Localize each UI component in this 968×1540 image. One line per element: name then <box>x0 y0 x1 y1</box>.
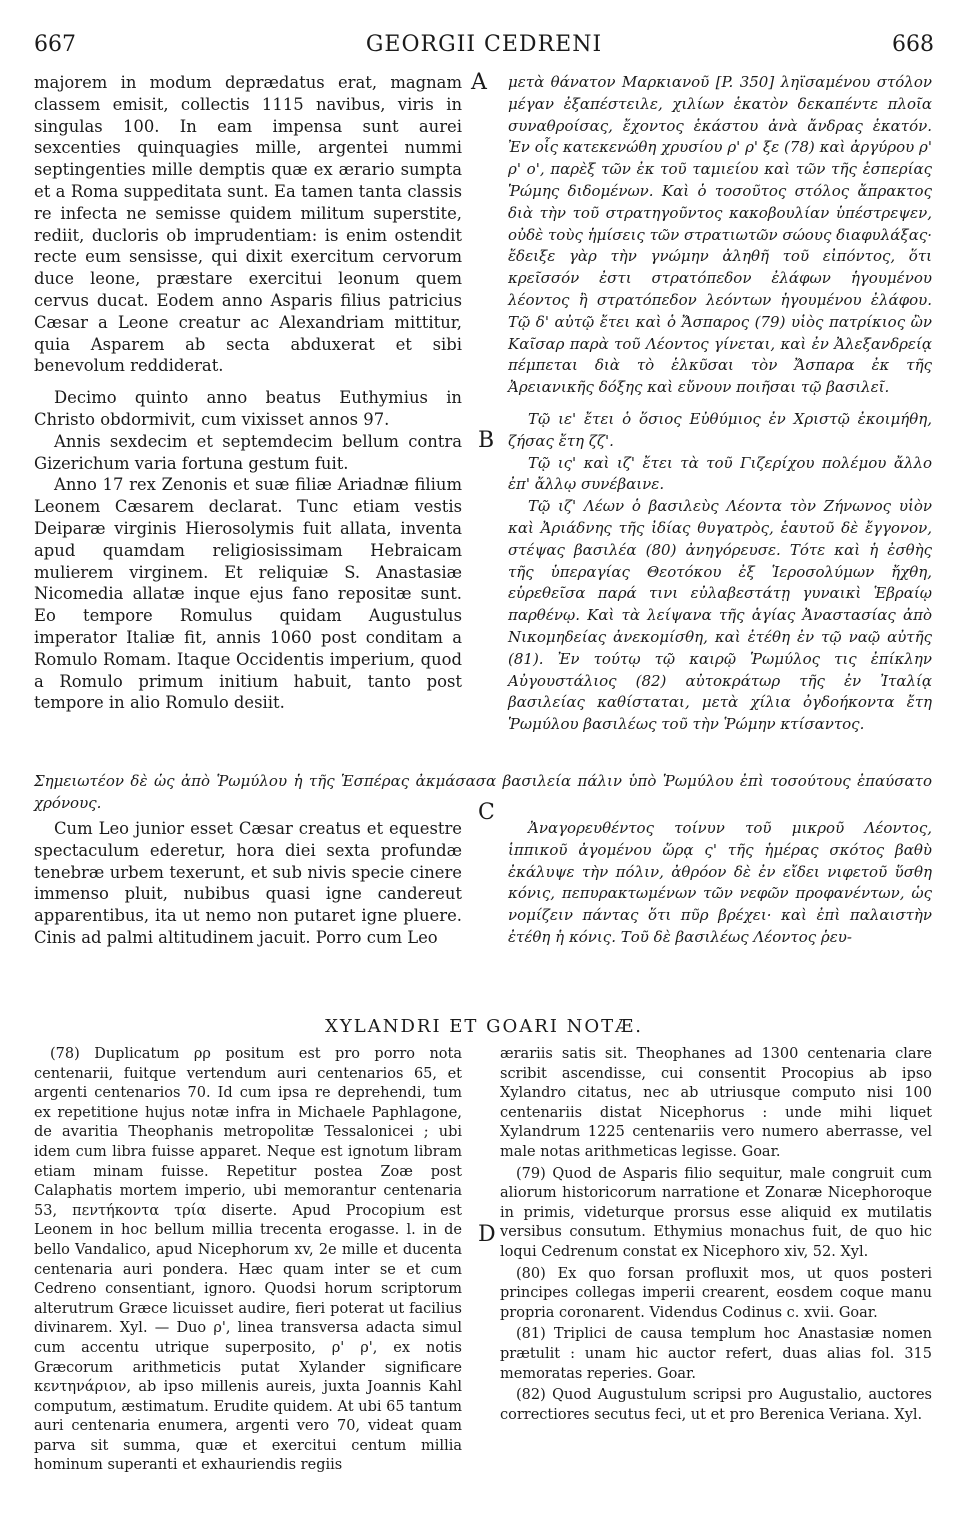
latin-paragraph: Cum Leo junior esset Cæsar creatus et equestre spectaculum ederetur, hora diei sexta profundæ tenebræ urbem texerunt, et sub nivis specie cinere immenso pluit, nubibus quasi igne candereut apparentibus, ita ut nemo non putaret igne pluere. Cinis ad palmi altitudinem jacuit. Porro cum Leo <box>34 819 462 947</box>
latin-paragraph: majorem in modum deprædatus erat, magnam classem emisit, collectis 1115 navibus, viris in singulas 100. In eam impensa sunt aurei sexcenties quinquagies mille, argentei nummi septingenties mille demptis quæ ex ærario sumpta et a Roma suppeditata sunt. Ea tamen tanta classis re infecta ne semisse quidem militum superstite, rediit, ducloris ob imprudentiam: is enim ostendit recte eum sensisse, qui dixit exercitum cervorum duce leone, præstare exercitui leonum quem cervus ducat. Eodem anno Asparis filius patricius Cæsar a Leone creatur ac Alexandriam mittitur, quia Asparem ab secta abduxerat et sibi benevolum reddiderat. <box>34 73 462 376</box>
notes-left-column <box>34 1045 462 1476</box>
greek-column <box>508 72 932 736</box>
greek-paragraph: Τῷ ιε' ἔτει ὁ ὅσιος Εὐθύμιος ἐν Χριστῷ ἐκοιμήθη, ζήσας ἔτη ζζ'. <box>508 409 932 450</box>
greek-paragraph: μετὰ θάνατον Μαρκιανοῦ [P. 350] ληϊσαμένου στόλον μέγαν ἐξαπέστειλε, χιλίων ἑκατὸν δεκαπέντε πλοῖα συναθροίσας, ἔχοντος ἑκάστου ἀνὰ ἄνδρας ἑκατόν. Ἐν οἷς κατεκενώθη χρυσίου ρ' ρ' ξε (78) καὶ ἀργύρου ρ' ρ' ο', παρὲξ τῶν ἐκ τοῦ ταμιείου καὶ τῶν τῆς ἑσπερίας Ῥώμης διδομένων. Καὶ ὁ τοσοῦτος στόλος ἄπρακτος διὰ τὴν τοῦ στρατηγοῦντος κακοβουλίαν ὑπέστρεψεν, οὐδὲ τοὺς ἡμίσεις τῶν στρατιωτῶν σώους διαφυλάξας· ἔδειξε γὰρ τὴν γνώμην ἀληθῆ τοῦ εἰπόντος, ὅτι κρεῖσσόν ἐστι στρατόπεδον ἐλάφων ἡγουμένου λέοντος ἢ στρατόπεδον λεόντων ἡγουμένου ἐλάφου. Τῷ δ' αὐτῷ ἔτει καὶ ὁ Ἄσπαρος (79) υἱὸς πατρίκιος ὢν Καῖσαρ παρὰ τοῦ Λέοντος γίνεται, καὶ ἐν Ἀλεξανδρείᾳ πέμπεται διὰ τὸ ἑλκῦσαι τὸν Ἄσπαρα ἐκ τῆς Ἀρειανικῆς δόξης καὶ εὔνουν ποιῆσαι τῷ βασιλεῖ. <box>508 73 932 397</box>
notes-heading: XYLANDRI ET GOARI NOTÆ. <box>325 1016 643 1037</box>
latin-column <box>34 72 462 714</box>
greek-paragraph: Ἀναγορευθέντος τοίνυν τοῦ μικροῦ Λέοντος, ἱππικοῦ ἀγομένου ὥρᾳ ς' τῆς ἡμέρας σκότος βαθὺ ἐκάλυψε τὴν πόλιν, ἀθρόον δὲ ἐν εἴδει νιφετοῦ ὕσθη κόνις, πεπυρακτωμένων τῶν νεφῶν προφανέντων, ὡς νομίζειν πάντας ὅτι πῦρ βρέχει· καὶ ἐπὶ παλαιστὴν ἐτέθη ἡ κόνις. Τοῦ δὲ βασιλέως Λέοντος ῥευ- <box>508 819 932 946</box>
note-paragraph: (80) Ex quo forsan profluxit mos, ut quos posteri principes collegas imperii crearent, eosdem coque manu propria coronarent. Videndus Codinus c. xvii. Goar. <box>500 1265 932 1321</box>
note-paragraph: (78) Duplicatum ρρ positum est pro porro nota centenarii, fuitque vertendum auri centenarios 65, et argenti centenarios 70. Id cum ipsa re deprehendi, tum ex repetitione hujus notæ infra in Michaele Paphlagone, de avaritia Theophanis metropolitæ Tessalonicei ; ubi idem cum libra fuisse apparet. Neque est ignotum libram etiam minam fuisse. Repetitur postea Zoæ post Calaphatis mortem imperio, ubi memorantur centenaria 53, πεντήκοντα τρία diserte. Apud Procopium est Leonem in hoc bellum millia trecenta erogasse. l. in de bello Vandalico, apud Nicephorum xv, 2e mille et ducenta centenaria auri pondera. Hæc quam inter se et cum Cedreno consentiant, ignoro. Quodsi horum scriptorum alterutrum Græce licuisset audire, fieri poterat ut facilius divinarem. Xyl. — Duo ρ', linea transversa adacta simul cum accentu utrique superposito, ρ' ρ', ex notis Græcorum arithmeticis putat Xylander significare κεντηνάριον, ab ipso millenis aureis, juxta Joannis Kahl computum, æstimatum. Erudite quidem. At ubi 65 tantum auri centenaria enumera, argenti vero 70, videat quam parva sit summa, quæ et exercitui centum millia hominum superanti et exhauriendis regiis <box>34 1046 462 1474</box>
left-page-number: 667 <box>34 32 76 57</box>
greek-paragraph: Τῷ ιζ' Λέων ὁ βασιλεὺς Λέοντα τὸν Ζήνωνος υἱὸν καὶ Ἀριάδνης τῆς ἰδίας θυγατρὸς, ἑαυτοῦ δὲ ἔγγονον, στέψας βασιλέα (80) ἀνηγόρευσε. Τότε καὶ ἡ ἐσθὴς τῆς ὑπεραγίας Θεοτόκου ἐξ Ἱεροσολύμων ἤχθη, εὑρεθεῖσα παρά τινι εὐλαβεστάτῃ γυναικὶ Ἑβραίῳ παρθένῳ. Καὶ τὰ λείψανα τῆς ἁγίας Ἀναστασίας ἀπὸ Νικομηδείας ἀνεκομίσθη, καὶ ἐτέθη ἐν τῷ ναῷ αὐτῆς (81). Ἐν τούτῳ τῷ καιρῷ Ῥωμύλος τις ἐπίκλην Αὐγουστάλιος (82) αὐτοκράτωρ τῆς ἐν Ἰταλίᾳ βασιλείας καθίσταται, μετὰ χίλια ὀγδοήκοντα ἔτη Ῥωμύλου βασιλέως τοῦ τὴν Ῥώμην κτίσαντος. <box>508 497 932 734</box>
latin-paragraph: Anno 17 rex Zenonis et suæ filiæ Ariadnæ filium Leonem Cæsarem declarat. Tunc etiam vestis Deiparæ virginis Hierosolymis fuit allata, inventa apud quamdam religiosissimam Hebraicam mulierem virginem. Et reliquiæ S. Anastasiæ Nicomedia allatæ inque ejus fano repositæ sunt. Eo tempore Romulus quidam Augustulus imperator Italiæ fit, annis 1060 post conditam a Romulo Romam. Itaque Occidentis imperium, quod a Romulo primum initium habuit, tanto post tempore in alio Romulo desiit. <box>34 475 462 713</box>
greek-column-bottom <box>508 818 932 949</box>
running-title: GEORGII CEDRENI <box>365 32 603 57</box>
note-paragraph: ærariis satis sit. Theophanes ad 1300 centenaria clare scribit ascendisse, cui consentit Procopius ab ipso Xylandro citatus, nec ab utriusque computo nisi 100 centenariis distat Nicephorus : unde mihi liquet Xylandrum 1225 centenariis vero numero aberrasse, vel male notas arithmeticas legisse. Goar. <box>500 1046 932 1160</box>
note-paragraph: (82) Quod Augustulum scripsi pro Augustalio, auctores correctiores secutus feci, ut et pro Berenica Veriana. Xyl. <box>500 1387 932 1423</box>
section-marker-a: A <box>471 70 487 95</box>
latin-paragraph: Annis sexdecim et septemdecim bellum contra Gizerichum varia fortuna gestum fuit. <box>34 431 462 473</box>
page-header <box>34 32 934 62</box>
note-paragraph: (81) Triplici de causa templum hoc Anastasiæ nomen prætulit : unam hic auctor refert, duas alias fol. 315 memoratas reperies. Goar. <box>500 1326 932 1382</box>
greek-fullwidth-note: Σημειωτέον δὲ ὡς ἀπὸ Ῥωμύλου ἡ τῆς Ἑσπέρας ἀκμάσασα βασιλεία πάλιν ὑπὸ Ῥωμύλου ἐπὶ τοσούτους ἐπαύσατο χρόνους. <box>34 772 932 812</box>
notes-right-column <box>500 1045 932 1425</box>
greek-paragraph: Τῷ ις' καὶ ιζ' ἔτει τὰ τοῦ Γιζερίχου πολέμου ἄλλο ἐπ' ἄλλῳ συνέβαινε. <box>508 453 932 494</box>
section-marker-d: D <box>478 1222 496 1247</box>
latin-paragraph: Decimo quinto anno beatus Euthymius in Christo obdormivit, cum vixisset annos 97. <box>34 388 462 429</box>
section-marker-c: C <box>478 800 495 825</box>
section-marker-b: B <box>478 428 495 453</box>
note-paragraph: (79) Quod de Asparis filio sequitur, male congruit cum aliorum historicorum narratione et Zonaræ Nicephoroque in primis, videturque prorsus esse aliquid ex mutilatis versibus consutum. Ethymius monachus fuit, de quo hic loqui Cedrenum constat ex Nicephoro xiv, 52. Xyl. <box>500 1165 932 1260</box>
latin-column-bottom <box>34 818 462 949</box>
right-page-number: 668 <box>892 32 934 57</box>
